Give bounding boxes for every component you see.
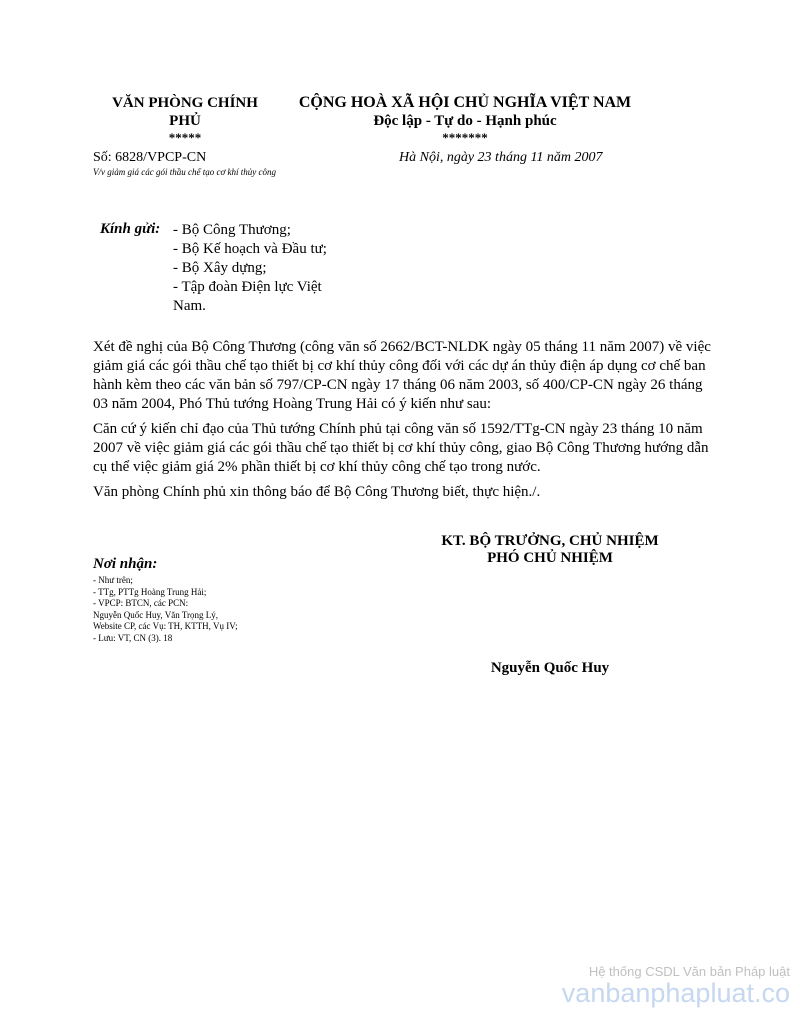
receiver-item: - Lưu: VT, CN (3). 18 [93,632,173,643]
national-motto: Độc lập - Tự do - Hạnh phúc [373,113,557,129]
body-paragraph: Xét đề nghị của Bộ Công Thương (công văn số 2662/BCT-NLDK ngày 05 tháng 11 năm 2007) về việc giảm giá các gói thầu chế tạo thiết bị cơ khí thủy công đối với các dự án thủy điện áp dụng cơ chế ban hành kèm theo các văn bản số 797/CP-CN ngày 17 tháng 06 năm 2003, số 400/CP-CN ngày 26 tháng 03 năm 2004, Phó Thủ tướng Hoàng Trung Hải có ý kiến như sau: [93,339,711,412]
agency-separator: ***** [168,130,202,145]
document-subject: V/v giảm giá các gói thầu chế tạo cơ khí thủy công [93,167,277,177]
document-body [93,338,713,508]
motto-separator: ******* [442,130,488,145]
recipient-item: - Bộ Kế hoạch và Đầu tư; [173,241,327,257]
signature-authority: KT. BỘ TRƯỞNG, CHỦ NHIỆM [441,533,659,549]
watermark-caption: Hệ thống CSDL Văn bản Pháp luật [588,964,790,979]
receiver-item: - VPCP: BTCN, các PCN: [93,598,189,608]
document-number: Số: 6828/VPCP-CN [93,150,207,165]
recipient-item: - Tập đoàn Điện lực Việt Nam. [173,279,322,314]
receiver-item: - Như trên; [93,575,133,585]
watermark-url: vanbanphapluat.co [561,978,790,1008]
place-and-date: Hà Nội, ngày 23 tháng 11 năm 2007 [399,150,603,165]
signature-block [420,533,680,567]
recipient-item: - Bộ Xây dựng; [173,260,267,276]
body-paragraph: Văn phòng Chính phủ xin thông báo để Bộ Công Thương biết, thực hiện./. [93,484,541,500]
receiver-item: - TTg, PTTg Hoàng Trung Hải; [93,586,207,597]
body-paragraph: Căn cứ ý kiến chỉ đạo của Thủ tướng Chính phủ tại công văn số 1592/TTg-CN ngày 23 tháng 10 năm 2007 về việc giảm giá các gói thầu chế tạo thiết bị cơ khí thủy công, giao Bộ Công Thương hướng dẫn cụ thể việc giảm giá 2% phần thiết bị cơ khí thủy công chế tạo trong nước. [93,421,709,475]
receivers-title: Nơi nhận: [93,556,158,572]
recipients-label: Kính gửi: [100,221,161,237]
issuing-agency: VĂN PHÒNG CHÍNH PHỦ [112,95,258,129]
national-title: CỘNG HOÀ XÃ HỘI CHỦ NGHĨA VIỆT NAM [298,94,632,111]
signer-name: Nguyễn Quốc Huy [490,660,610,676]
receiver-item: Website CP, các Vụ: TH, KTTH, Vụ IV; [93,621,238,631]
receivers-list [93,575,293,644]
recipients-list [173,221,358,316]
recipient-item: - Bộ Công Thương; [173,222,291,238]
receiver-item: Nguyễn Quốc Huy, Văn Trọng Lý, [93,609,218,620]
signature-title: PHÓ CHỦ NHIỆM [487,550,613,566]
